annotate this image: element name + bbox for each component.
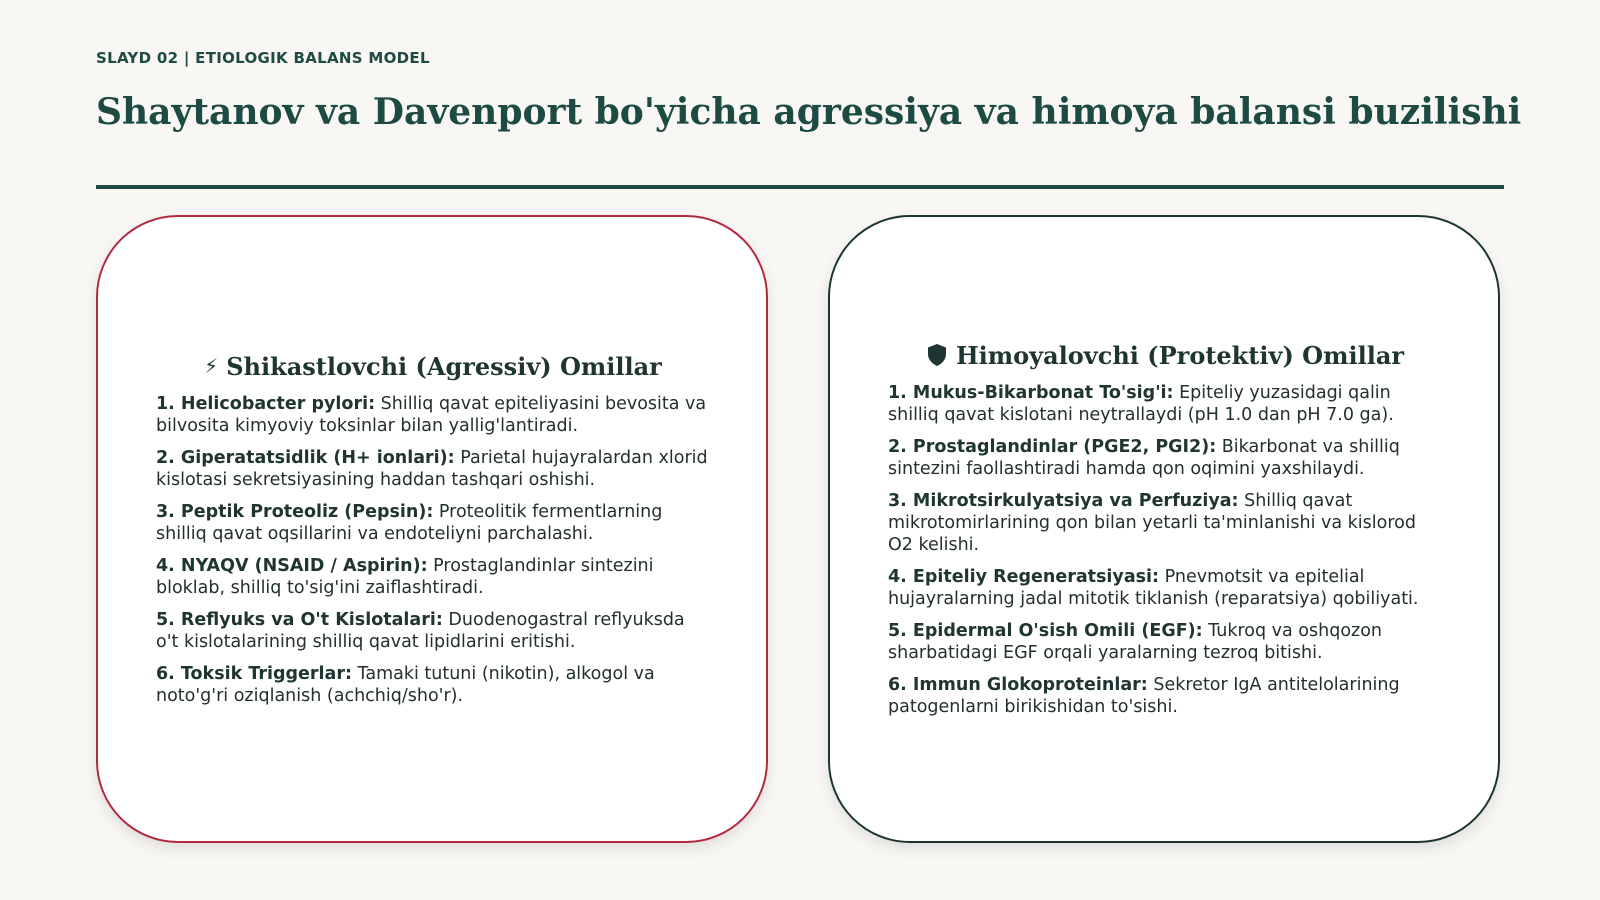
factor-term: 4. NYAQV (NSAID / Aspirin): bbox=[156, 555, 428, 576]
lightning-bolt-icon: ⚡ bbox=[204, 354, 219, 378]
list-item bbox=[888, 490, 1442, 556]
aggressive-factors-card bbox=[96, 215, 768, 843]
factor-term: 1. Helicobacter pylori: bbox=[156, 393, 376, 414]
list-item bbox=[888, 674, 1442, 718]
factor-term: 5. Reflyuks va O't Kislotalari: bbox=[156, 609, 443, 630]
factor-description: Tamaki tutuni (nikotin), alkogol va noto'g'ri oziqlanish (achchiq/sho'r). bbox=[156, 663, 655, 706]
list-item bbox=[888, 566, 1442, 610]
factor-term: 3. Peptik Proteoliz (Pepsin): bbox=[156, 501, 434, 522]
factor-description: Parietal hujayralardan xlorid kislotasi sekretsiyasining haddan tashqari oshishi. bbox=[156, 447, 708, 490]
factor-term: 6. Toksik Triggerlar: bbox=[156, 663, 352, 684]
factor-description: Pnevmotsit va epitelial hujayralarning jadal mitotik tiklanish (reparatsiya) qobiliyati. bbox=[888, 566, 1419, 609]
factor-term: 1. Mukus-Bikarbonat To'sig'i: bbox=[888, 382, 1174, 403]
factor-description: Tukroq va oshqozon sharbatidagi EGF orqali yaralarning tezroq bitishi. bbox=[888, 620, 1383, 663]
list-item bbox=[888, 382, 1442, 426]
list-item bbox=[888, 436, 1442, 480]
factor-term: 6. Immun Glokoproteinlar: bbox=[888, 674, 1148, 695]
factor-description: Duodenogastral reflyuksda o't kislotalarining shilliq qavat lipidlarini eritishi. bbox=[156, 609, 685, 652]
aggressive-card-title: Shikastlovchi (Agressiv) Omillar bbox=[226, 351, 662, 381]
list-item bbox=[156, 609, 710, 653]
shield-icon bbox=[926, 343, 948, 367]
list-item bbox=[156, 393, 710, 437]
factor-description: Proteolitik fermentlarning shilliq qavat oqsillarini va endoteliyni parchalashi. bbox=[156, 501, 663, 544]
aggressive-card-header bbox=[156, 352, 710, 381]
factor-description: Sekretor IgA antitelolarining patogenlarni birikishidan to'sishi. bbox=[888, 674, 1400, 717]
list-item bbox=[156, 501, 710, 545]
list-item bbox=[156, 447, 710, 491]
protective-factors-list bbox=[888, 382, 1442, 718]
protective-factors-card bbox=[828, 215, 1500, 843]
factor-term: 5. Epidermal O'sish Omili (EGF): bbox=[888, 620, 1203, 641]
factor-description: Shilliq qavat mikrotomirlarining qon bilan yetarli ta'minlanishi va kislorod O2 kelishi. bbox=[888, 490, 1416, 555]
protective-card-header bbox=[888, 341, 1442, 370]
factor-description: Shilliq qavat epiteliyasini bevosita va bilvosita kimyoviy toksinlar bilan yallig'lantiradi. bbox=[156, 393, 707, 436]
title-divider bbox=[96, 185, 1504, 189]
factor-term: 4. Epiteliy Regeneratsiyasi: bbox=[888, 566, 1160, 587]
list-item bbox=[156, 663, 710, 707]
factor-term: 3. Mikrotsirkulyatsiya va Perfuziya: bbox=[888, 490, 1239, 511]
list-item bbox=[888, 620, 1442, 664]
factor-description: Epiteliy yuzasidagi qalin shilliq qavat kislotani neytrallaydi (pH 1.0 dan pH 7.0 ga). bbox=[888, 382, 1394, 425]
factor-description: Bikarbonat va shilliq sintezini faollashtiradi hamda qon oqimini yaxshilaydi. bbox=[888, 436, 1400, 479]
list-item bbox=[156, 555, 710, 599]
factor-term: 2. Giperatatsidlik (H+ ionlari): bbox=[156, 447, 455, 468]
aggressive-factors-list bbox=[156, 393, 710, 707]
factor-description: Prostaglandinlar sintezini bloklab, shilliq to'sig'ini zaiflashtiradi. bbox=[156, 555, 654, 598]
factor-term: 2. Prostaglandinlar (PGE2, PGI2): bbox=[888, 436, 1217, 457]
protective-card-title: Himoyalovchi (Protektiv) Omillar bbox=[955, 340, 1405, 370]
slide-eyebrow: SLAYD 02 | ETIOLOGIK BALANS MODEL bbox=[96, 49, 430, 67]
slide-title: Shaytanov va Davenport bo'yicha agressiya va himoya balansi buzilishi bbox=[96, 91, 1522, 133]
